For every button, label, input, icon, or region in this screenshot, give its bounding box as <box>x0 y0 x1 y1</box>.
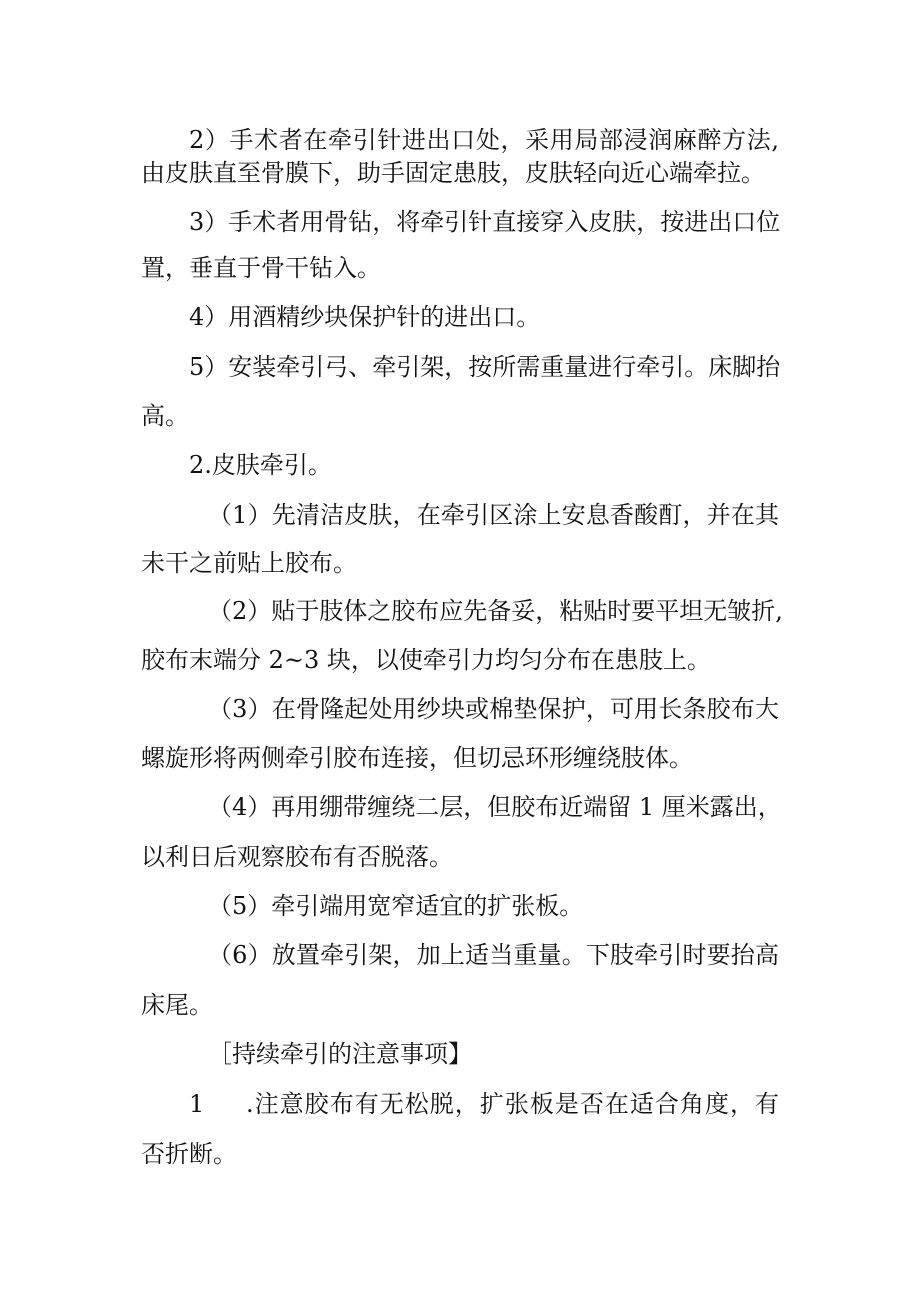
paragraph-item-3-line-1: （3）在骨隆起处用纱块或棉垫保护，可用长条胶布大 <box>208 695 779 723</box>
paragraph-item-4-line-2: 以利日后观察胶布有否脱落。 <box>141 843 453 871</box>
paragraph-step-2-line-1: 2）手术者在牵引针进出口处，采用局部浸润麻醉方法, <box>189 126 779 154</box>
paragraph-item-5: （5）牵引端用宽窄适宜的扩张板。 <box>208 892 584 920</box>
paragraph-item-1-line-1: （1）先清洁皮肤，在牵引区涂上安息香酸酊，并在其 <box>208 501 779 529</box>
paragraph-item-1-line-2: 未干之前贴上胶布。 <box>141 549 357 577</box>
paragraph-step-3-line-1: 3）手术者用骨钻，将牵引针直接穿入皮肤，按进出口位 <box>189 208 781 236</box>
paragraph-step-2-line-2: 由皮肤直至骨膜下，助手固定患肢，皮肤轻向近心端牵拉。 <box>141 159 765 187</box>
paragraph-item-2-line-2: 胶布末端分 2~3 块，以使牵引力均匀分布在患肢上。 <box>141 646 711 674</box>
paragraph-item-2-line-1: （2）贴于肢体之胶布应先备妥，粘贴时要平坦无皱折, <box>208 597 783 625</box>
precaution-number: 1 <box>189 1090 205 1118</box>
paragraph-step-5-line-2: 高。 <box>141 402 189 430</box>
paragraph-step-5-line-1: 5）安装牵引弓、牵引架，按所需重量进行牵引。床脚抬 <box>189 353 781 381</box>
paragraph-item-6-line-2: 床尾。 <box>141 991 213 1019</box>
paragraph-item-6-line-1: （6）放置牵引架，加上适当重量。下肢牵引时要抬高 <box>208 941 779 969</box>
paragraph-step-3-line-2: 置，垂直于骨干钻入。 <box>141 254 381 282</box>
section-heading-skin-traction: 2.皮肤牵引。 <box>189 451 332 479</box>
precaution-1-line-2: 否折断。 <box>141 1140 237 1168</box>
precaution-1-line-1: .注意胶布有无松脱，扩张板是否在适合角度，有 <box>246 1090 779 1118</box>
paragraph-item-3-line-2: 螺旋形将两侧牵引胶布连接，但切忌环形缠绕肢体。 <box>141 744 693 772</box>
paragraph-item-4-line-1: （4）再用绷带缠绕二层，但胶布近端留 1 厘米露出， <box>208 793 782 821</box>
section-heading-precautions: ［持续牵引的注意事项】 <box>208 1040 472 1068</box>
paragraph-step-4: 4）用酒精纱块保护针的进出口。 <box>189 303 541 331</box>
